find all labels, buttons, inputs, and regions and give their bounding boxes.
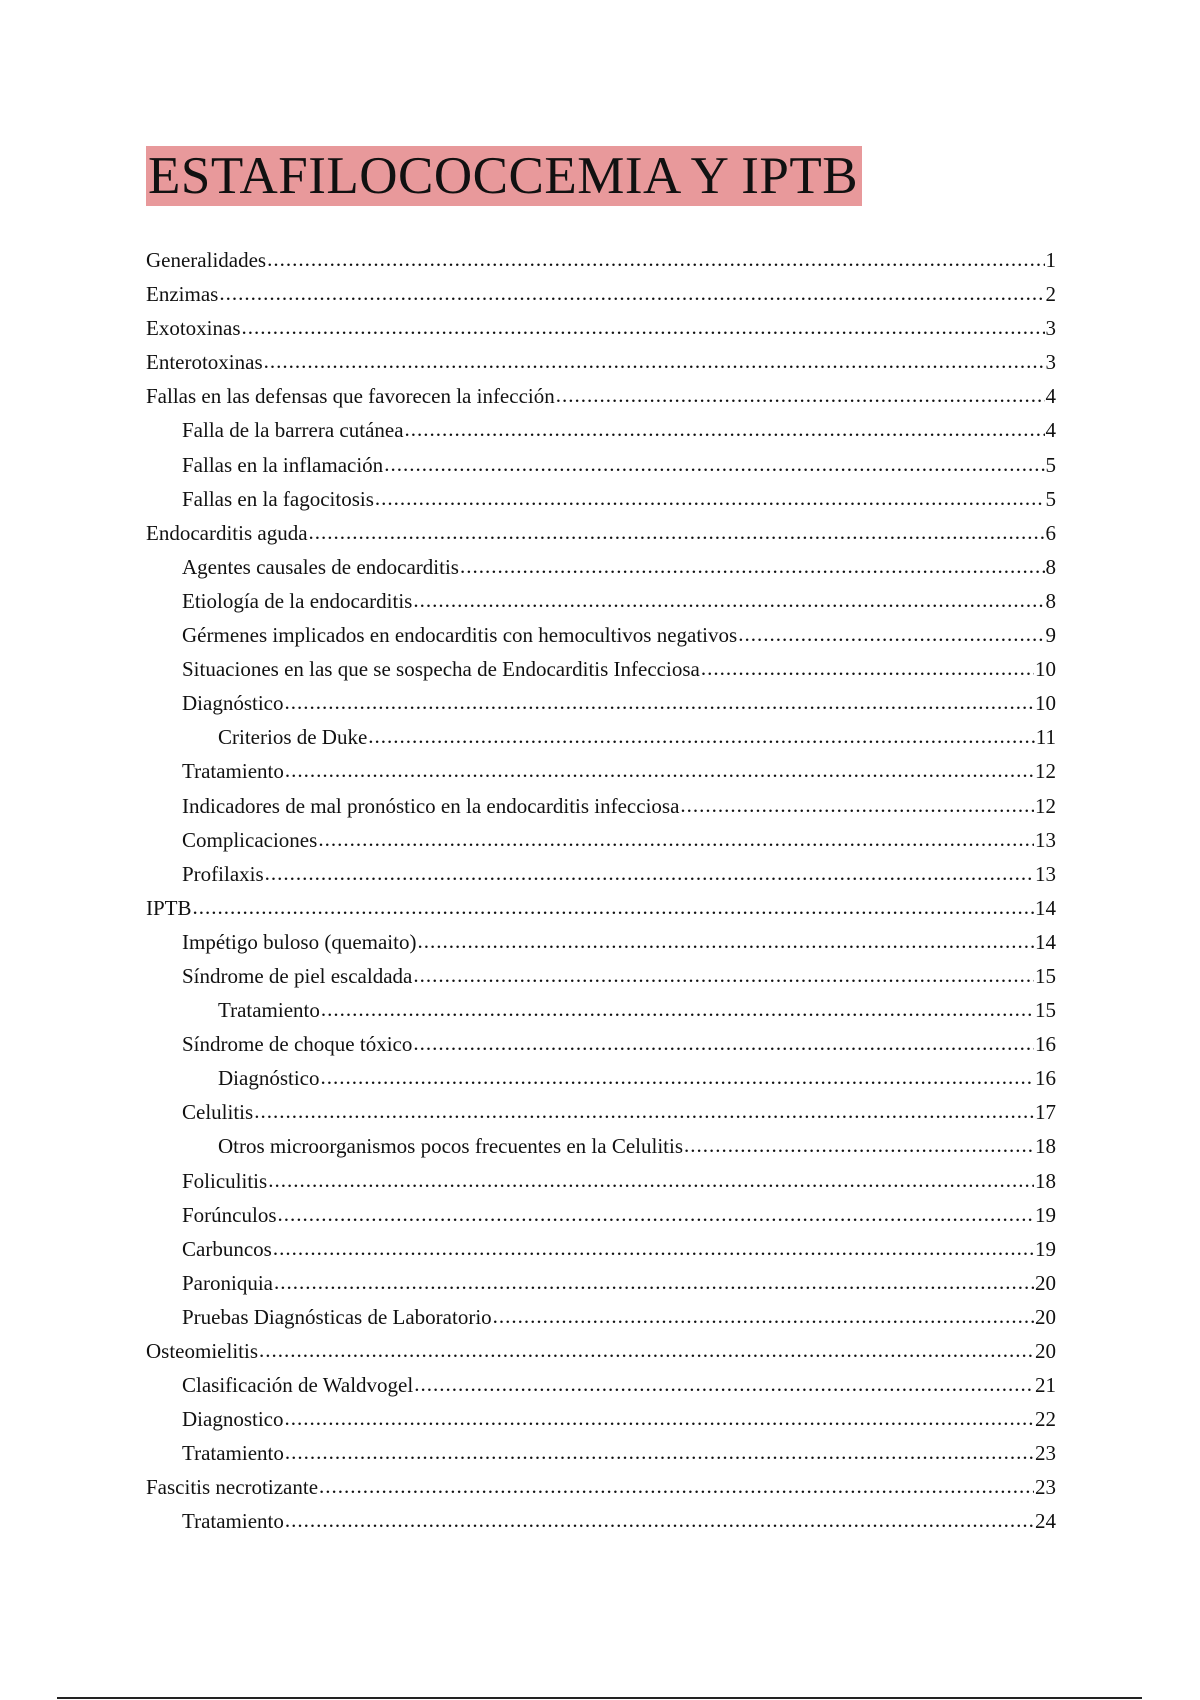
toc-entry[interactable] (146, 1334, 1056, 1368)
toc-entry[interactable] (146, 482, 1056, 516)
toc-entry-page-number: 10 (1035, 657, 1056, 682)
toc-entry[interactable] (146, 550, 1056, 584)
toc-entry[interactable] (146, 959, 1056, 993)
dot-leader (219, 276, 1044, 310)
toc-entry-page-number: 5 (1045, 486, 1056, 511)
toc-entry[interactable] (146, 789, 1056, 823)
toc-entry[interactable] (146, 823, 1056, 857)
toc-entry-page-number: 21 (1035, 1373, 1056, 1398)
dot-leader (242, 310, 1045, 344)
toc-entry[interactable] (146, 345, 1056, 379)
toc-entry[interactable] (146, 1368, 1056, 1402)
toc-entry[interactable] (146, 1061, 1056, 1095)
dot-leader (460, 549, 1045, 583)
toc-entry[interactable] (146, 754, 1056, 788)
toc-entry-page-number: 18 (1035, 1168, 1056, 1193)
toc-entry-label: Síndrome de choque tóxico (182, 1032, 413, 1057)
toc-entry-label: Diagnóstico (182, 691, 284, 716)
table-of-contents (146, 243, 1056, 1539)
dot-leader (285, 753, 1034, 787)
toc-entry-label: Etiología de la endocarditis (182, 588, 413, 613)
dot-leader (413, 583, 1044, 617)
dot-leader (268, 1163, 1034, 1197)
toc-entry-label: Foliculitis (182, 1168, 268, 1193)
toc-entry-label: Complicaciones (182, 827, 318, 852)
toc-entry[interactable] (146, 1164, 1056, 1198)
toc-entry-label: Situaciones en las que se sospecha de Endocarditis Infecciosa (182, 657, 700, 682)
toc-entry[interactable] (146, 1027, 1056, 1061)
toc-entry[interactable] (146, 1300, 1056, 1334)
dot-leader (405, 412, 1045, 446)
toc-entry-page-number: 14 (1035, 895, 1056, 920)
toc-entry-page-number: 2 (1045, 282, 1056, 307)
toc-entry-page-number: 19 (1035, 1202, 1056, 1227)
toc-entry[interactable] (146, 584, 1056, 618)
toc-entry-page-number: 17 (1035, 1100, 1056, 1125)
toc-entry-page-number: 16 (1035, 1066, 1056, 1091)
toc-entry-page-number: 9 (1045, 623, 1056, 648)
toc-entry[interactable] (146, 1402, 1056, 1436)
toc-entry-label: IPTB (146, 895, 192, 920)
toc-entry[interactable] (146, 720, 1056, 754)
toc-entry[interactable] (146, 857, 1056, 891)
toc-entry[interactable] (146, 1232, 1056, 1266)
toc-entry-label: Tratamiento (182, 1441, 284, 1466)
toc-entry[interactable] (146, 448, 1056, 482)
toc-entry[interactable] (146, 1470, 1056, 1504)
toc-entry-label: Endocarditis aguda (146, 520, 308, 545)
toc-entry-label: Agentes causales de endocarditis (182, 554, 459, 579)
toc-entry-page-number: 12 (1035, 793, 1056, 818)
dot-leader (309, 515, 1045, 549)
toc-entry[interactable] (146, 925, 1056, 959)
dot-leader (414, 1367, 1034, 1401)
dot-leader (320, 1060, 1034, 1094)
dot-leader (318, 822, 1034, 856)
toc-entry-page-number: 22 (1035, 1407, 1056, 1432)
toc-entry-page-number: 4 (1045, 418, 1056, 443)
toc-entry[interactable] (146, 413, 1056, 447)
dot-leader (284, 1401, 1034, 1435)
toc-entry-label: Fascitis necrotizante (146, 1475, 319, 1500)
footer-divider (57, 1697, 1142, 1699)
toc-entry-page-number: 20 (1035, 1339, 1056, 1363)
toc-entry-label: Criterios de Duke (218, 725, 368, 750)
toc-entry-label: Tratamiento (182, 1509, 284, 1534)
toc-entry-page-number: 18 (1035, 1134, 1056, 1159)
toc-entry-label: Forúnculos (182, 1202, 277, 1227)
toc-entry-label: Exotoxinas (146, 316, 241, 341)
dot-leader (267, 242, 1044, 276)
toc-entry-label: Profilaxis (182, 861, 264, 886)
toc-entry-page-number: 15 (1035, 998, 1056, 1023)
dot-leader (285, 1435, 1034, 1469)
dot-leader (321, 992, 1034, 1026)
toc-entry-label: Fallas en las defensas que favorecen la infección (146, 384, 555, 409)
toc-entry-label: Tratamiento (218, 998, 320, 1023)
toc-entry[interactable] (146, 379, 1056, 413)
toc-entry-page-number: 15 (1035, 963, 1056, 988)
toc-entry[interactable] (146, 652, 1056, 686)
dot-leader (284, 685, 1034, 719)
toc-entry-page-number: 24 (1035, 1509, 1056, 1534)
toc-entry-label: Gérmenes implicados en endocarditis con hemocultivos negativos (182, 623, 738, 648)
dot-leader (413, 1026, 1034, 1060)
toc-entry[interactable] (146, 311, 1056, 345)
toc-entry-label: Diagnostico (182, 1407, 284, 1432)
toc-entry-page-number: 3 (1045, 350, 1056, 375)
dot-leader (278, 1197, 1035, 1231)
toc-entry-label: Fallas en la fagocitosis (182, 486, 374, 511)
toc-entry-label: Celulitis (182, 1100, 254, 1125)
dot-leader (254, 1094, 1034, 1128)
toc-entry-page-number: 16 (1035, 1032, 1056, 1057)
toc-entry-page-number: 1 (1045, 248, 1056, 272)
dot-leader (285, 1503, 1034, 1537)
toc-entry-page-number: 6 (1045, 520, 1056, 545)
toc-entry[interactable] (146, 618, 1056, 652)
toc-entry-label: Enzimas (146, 282, 219, 307)
toc-entry-page-number: 23 (1035, 1441, 1056, 1466)
toc-entry[interactable] (146, 243, 1056, 277)
toc-entry-label: Síndrome de piel escaldada (182, 963, 413, 988)
toc-entry-label: Tratamiento (182, 759, 284, 784)
toc-entry-page-number: 19 (1035, 1236, 1056, 1261)
toc-entry-label: Generalidades (146, 248, 267, 272)
dot-leader (368, 719, 1034, 753)
toc-entry-label: Indicadores de mal pronóstico en la endocarditis infecciosa (182, 793, 680, 818)
dot-leader (680, 788, 1034, 822)
toc-entry-page-number: 11 (1035, 725, 1056, 750)
dot-leader (384, 447, 1044, 481)
toc-entry[interactable] (146, 516, 1056, 550)
toc-entry-page-number: 12 (1035, 759, 1056, 784)
toc-entry[interactable] (146, 891, 1056, 925)
toc-entry-page-number: 13 (1035, 827, 1056, 852)
dot-leader (274, 1265, 1034, 1299)
toc-entry-label: Otros microorganismos pocos frecuentes en la Celulitis (218, 1134, 684, 1159)
toc-entry-page-number: 8 (1045, 588, 1056, 613)
toc-entry[interactable] (146, 1436, 1056, 1470)
toc-entry-page-number: 3 (1045, 316, 1056, 341)
toc-entry-label: Fallas en la inflamación (182, 452, 384, 477)
toc-entry-page-number: 8 (1045, 554, 1056, 579)
dot-leader (375, 481, 1045, 515)
dot-leader (493, 1299, 1034, 1333)
toc-entry-page-number: 5 (1045, 452, 1056, 477)
toc-entry-page-number: 20 (1035, 1304, 1056, 1329)
toc-entry[interactable] (146, 1504, 1056, 1538)
dot-leader (273, 1231, 1034, 1265)
toc-entry-label: Osteomielitis (146, 1339, 258, 1363)
toc-entry-label: Falla de la barrera cutánea (182, 418, 404, 443)
toc-entry[interactable] (146, 1095, 1056, 1129)
toc-entry[interactable] (146, 1129, 1056, 1163)
dot-leader (259, 1333, 1034, 1367)
dot-leader (265, 856, 1034, 890)
dot-leader (684, 1128, 1034, 1162)
toc-entry-label: Pruebas Diagnósticas de Laboratorio (182, 1304, 492, 1329)
toc-entry-label: Clasificación de Waldvogel (182, 1373, 414, 1398)
dot-leader (417, 924, 1034, 958)
document-title: ESTAFILOCOCCEMIA Y IPTB (146, 146, 862, 206)
dot-leader (319, 1469, 1034, 1503)
toc-entry[interactable] (146, 993, 1056, 1027)
dot-leader (738, 617, 1044, 651)
toc-entry-page-number: 10 (1035, 691, 1056, 716)
toc-entry-label: Carbuncos (182, 1236, 272, 1261)
dot-leader (193, 890, 1034, 924)
dot-leader (413, 958, 1034, 992)
toc-entry-page-number: 4 (1045, 384, 1056, 409)
toc-entry[interactable] (146, 1198, 1056, 1232)
toc-entry-label: Impétigo buloso (quemaito) (182, 929, 417, 954)
toc-entry[interactable] (146, 1266, 1056, 1300)
dot-leader (701, 651, 1034, 685)
toc-entry[interactable] (146, 277, 1056, 311)
dot-leader (556, 378, 1045, 412)
toc-entry-page-number: 13 (1035, 861, 1056, 886)
toc-entry-page-number: 20 (1035, 1270, 1056, 1295)
toc-entry-page-number: 23 (1035, 1475, 1056, 1500)
toc-entry-label: Enterotoxinas (146, 350, 263, 375)
toc-entry[interactable] (146, 686, 1056, 720)
toc-entry-label: Paroniquia (182, 1270, 273, 1295)
dot-leader (264, 344, 1045, 378)
toc-entry-label: Diagnóstico (218, 1066, 320, 1091)
toc-entry-page-number: 14 (1035, 929, 1056, 954)
